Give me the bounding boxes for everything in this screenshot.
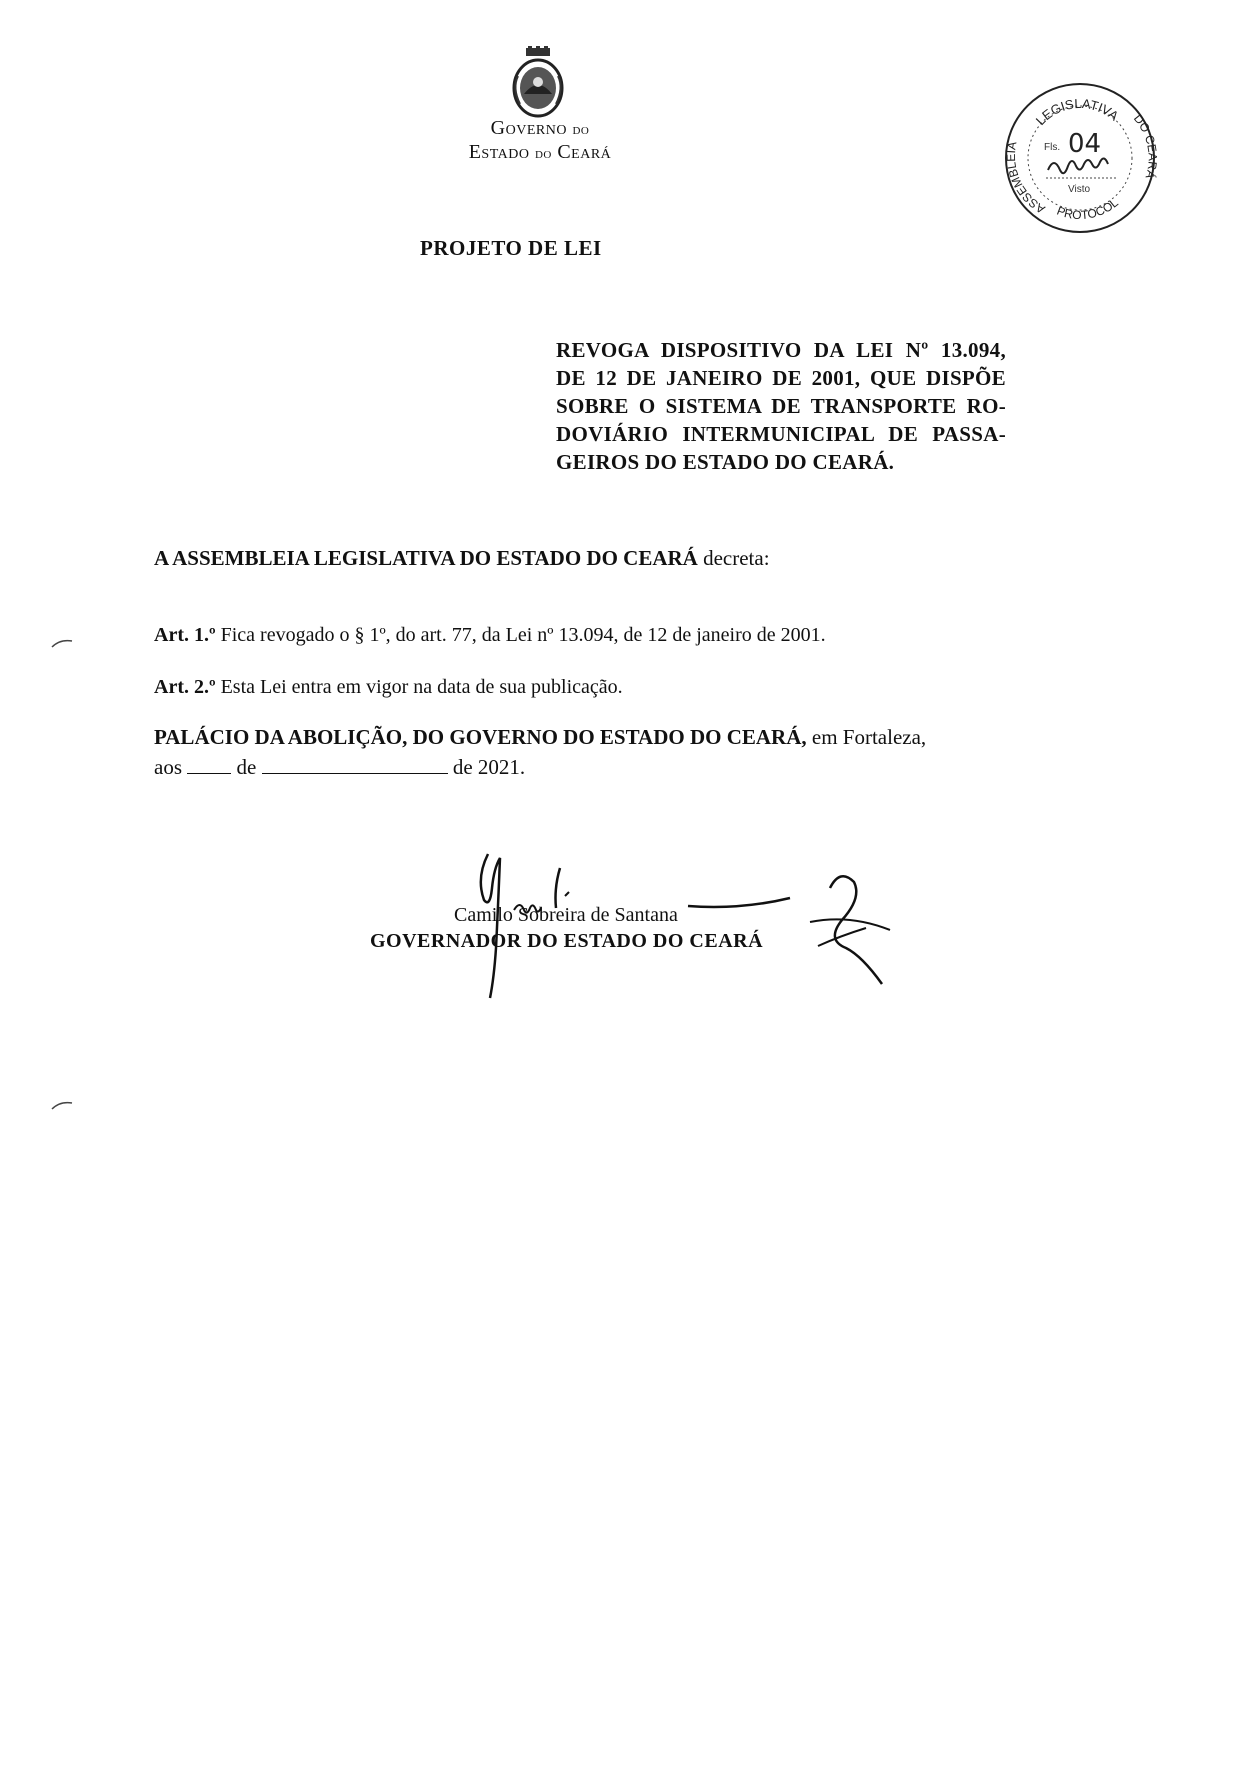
closing-bold: PALÁCIO DA ABOLIÇÃO, DO GOVERNO DO ESTADO DO CEARÁ, — [154, 725, 807, 749]
article-text: Fica revogado o § 1º, do art. 77, da Lei nº 13.094, de 12 de janeiro de 2001. — [215, 624, 826, 646]
stamp-ring-right: DO CEARÁ — [1130, 111, 1160, 181]
article-number: Art. 1.º — [154, 624, 216, 646]
signatory-role: GOVERNADOR DO ESTADO DO CEARÁ — [370, 930, 764, 952]
svg-text:ASSEMBLEIA — [1004, 140, 1048, 216]
article-2 — [154, 676, 623, 699]
stamp-visto-label: Visto — [1068, 184, 1091, 195]
article-1 — [154, 624, 826, 647]
ementa-line: DE 12 DE JANEIRO DE 2001, QUE DISPÕE — [556, 366, 1006, 390]
enacting-clause-bold: A ASSEMBLEIA LEGISLATIVA DO ESTADO DO CEARÁ — [154, 546, 698, 570]
coat-of-arms-logo — [508, 46, 568, 118]
closing-aos: aos — [154, 755, 182, 779]
closing-year: de 2021. — [452, 755, 526, 779]
stamp-fls-number: 04 — [1068, 129, 1102, 159]
gov-word: Governo — [490, 117, 567, 139]
closing-clause — [154, 722, 1014, 782]
scan-margin-mark — [50, 636, 80, 648]
stamp-ring-top: LEGISLATIVA — [1032, 95, 1122, 129]
scan-margin-mark — [50, 1098, 80, 1110]
ementa-line: SOBRE O SISTEMA DE TRANSPORTE RO- — [556, 394, 1006, 418]
signatory-name: Camilo Sobreira de Santana — [454, 904, 678, 926]
closing-rest: em Fortaleza, — [806, 725, 927, 749]
governor-signature — [470, 848, 930, 1008]
government-name-line2 — [440, 141, 640, 164]
stamp-ring-bottom: PROTOCOL — [1054, 195, 1121, 223]
gov-word: Estado — [468, 141, 530, 163]
stamp-fls-label: Fls. — [1044, 142, 1061, 153]
ementa-line: REVOGA DISPOSITIVO DA LEI Nº 13.094, — [556, 338, 1006, 362]
closing-de: de — [236, 755, 257, 779]
month-blank — [262, 755, 448, 774]
ementa-block — [556, 336, 1006, 476]
ementa-line: GEIROS DO ESTADO DO CEARÁ. — [556, 450, 895, 474]
svg-text:LEGISLATIVA — [1033, 96, 1122, 128]
government-name-line1 — [440, 117, 640, 140]
enacting-clause — [154, 546, 770, 571]
gov-word: do — [572, 122, 590, 138]
article-number: Art. 2.º — [154, 676, 216, 698]
document-title: PROJETO DE LEI — [420, 236, 602, 260]
enacting-clause-rest: decreta: — [697, 546, 770, 570]
gov-word: do — [534, 146, 552, 162]
svg-text:DO CEARÁ — [1131, 112, 1160, 181]
day-blank — [187, 755, 231, 774]
gov-word: Ceará — [557, 141, 612, 163]
protocol-stamp — [1000, 78, 1160, 238]
ementa-line: DOVIÁRIO INTERMUNICIPAL DE PASSA- — [556, 422, 1006, 446]
stamp-ring-left: ASSEMBLEIA — [1003, 140, 1048, 217]
article-text: Esta Lei entra em vigor na data de sua publicação. — [215, 676, 623, 698]
